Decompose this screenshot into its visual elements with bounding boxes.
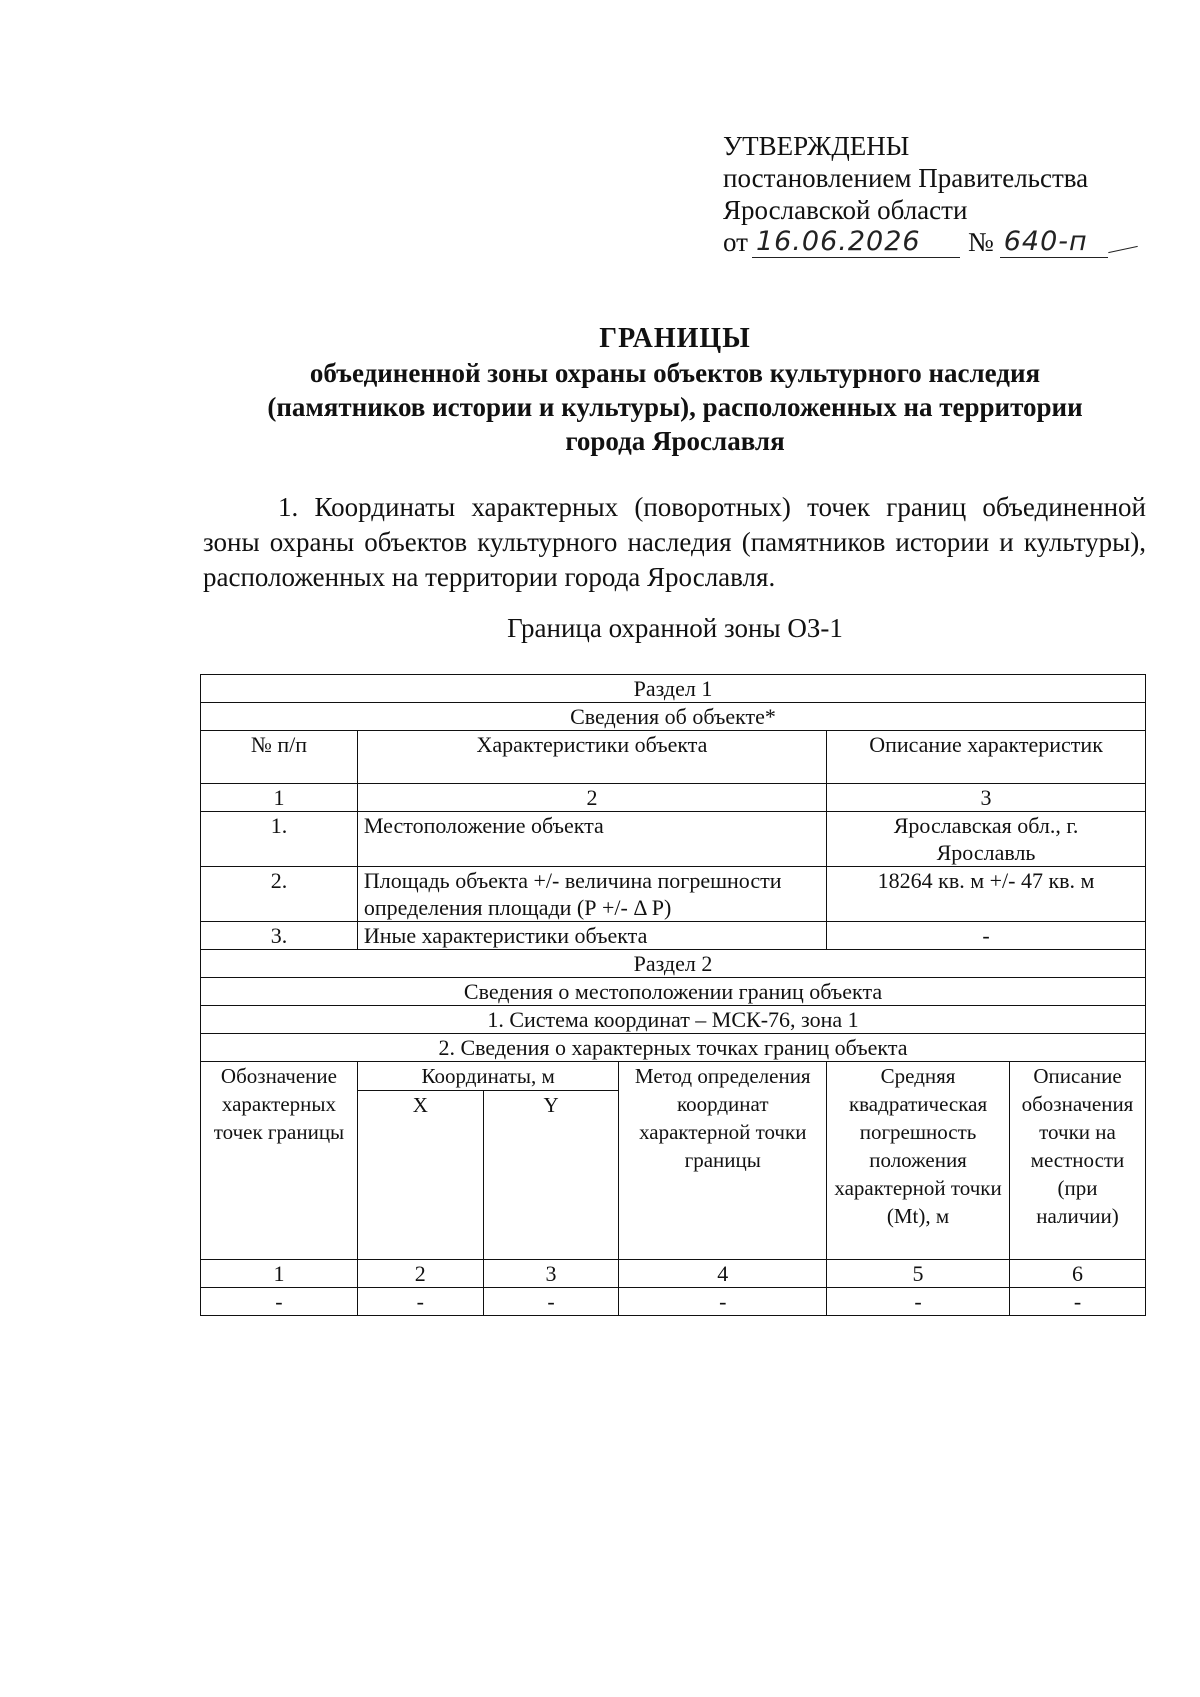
- header-x: X: [357, 1091, 483, 1260]
- header-coordinates: Координаты, м: [357, 1062, 619, 1091]
- header-method: Метод определения координат характерной точки границы: [619, 1062, 827, 1260]
- row-description: 18264 кв. м +/- 47 кв. м: [827, 867, 1146, 922]
- index-cell: 4: [619, 1260, 827, 1288]
- table-row: [201, 867, 1146, 922]
- approval-heading: УТВЕРЖДЕНЫ: [723, 131, 910, 161]
- table-row: [201, 812, 1146, 867]
- number-label: №: [967, 227, 994, 257]
- empty-cell: -: [357, 1288, 483, 1316]
- header-y: Y: [483, 1091, 619, 1260]
- pen-stroke: [1108, 246, 1138, 253]
- row-number: 3.: [201, 922, 358, 950]
- table-row: [201, 922, 1146, 950]
- empty-cell: -: [827, 1288, 1010, 1316]
- boundary-table: [200, 674, 1146, 1316]
- approval-line-2: Ярославской области: [723, 195, 968, 225]
- approval-line-1: постановлением Правительства: [723, 163, 1089, 193]
- row-number: 1.: [201, 812, 358, 867]
- approval-block: [723, 130, 1138, 258]
- row-characteristic: Площадь объекта +/- величина погрешности определения площади (Р +/- Δ Р): [357, 867, 826, 922]
- section-2-title: Сведения о местоположении границ объекта: [201, 978, 1146, 1006]
- coordinate-system: 1. Система координат – МСК-76, зона 1: [201, 1006, 1146, 1034]
- section-1-title: Сведения об объекте*: [201, 703, 1146, 731]
- table-row: [201, 1288, 1146, 1316]
- col-characteristics-header: Характеристики объекта: [357, 731, 826, 784]
- points-title: 2. Сведения о характерных точках границ объекта: [201, 1034, 1146, 1062]
- index-cell: 6: [1009, 1260, 1145, 1288]
- index-cell: 1: [201, 1260, 358, 1288]
- index-cell: 3: [827, 784, 1146, 812]
- header-error: Средняя квадратическая погрешность положения характерной точки (Mt), м: [827, 1062, 1010, 1260]
- row-characteristic: Местоположение объекта: [357, 812, 826, 867]
- row-number: 2.: [201, 867, 358, 922]
- empty-cell: -: [201, 1288, 358, 1316]
- empty-cell: -: [619, 1288, 827, 1316]
- header-point-description: Описание обозначения точки на местности (при наличии): [1009, 1062, 1145, 1260]
- section-1-header: Раздел 1: [201, 675, 1146, 703]
- row-description: Ярославская обл., г. Ярославль: [827, 812, 1146, 867]
- handwritten-date: 16.06.2026: [752, 227, 960, 258]
- title-line-3: города Ярославля: [565, 426, 785, 456]
- index-cell: 2: [357, 1260, 483, 1288]
- title-main: ГРАНИЦЫ: [599, 323, 751, 354]
- index-cell: 3: [483, 1260, 619, 1288]
- row-characteristic: Иные характеристики объекта: [357, 922, 826, 950]
- section-2-header: Раздел 2: [201, 950, 1146, 978]
- row-description: -: [827, 922, 1146, 950]
- empty-cell: -: [483, 1288, 619, 1316]
- index-cell: 2: [357, 784, 826, 812]
- approval-date-row: [723, 226, 1138, 258]
- handwritten-number: 640-п: [1000, 227, 1108, 258]
- index-cell: 1: [201, 784, 358, 812]
- intro-paragraph: 1. Координаты характерных (поворотных) точек границ объединенной зоны охраны объектов культурного наследия (памятников истории и культуры), расположенных на территории города Ярославля.: [203, 492, 1146, 592]
- document-title: [200, 322, 1150, 458]
- empty-cell: -: [1009, 1288, 1145, 1316]
- header-point-designation: Обозначение характерных точек границы: [201, 1062, 358, 1260]
- title-line-2: (памятников истории и культуры), расположенных на территории: [267, 392, 1083, 422]
- title-line-1: объединенной зоны охраны объектов культурного наследия: [309, 358, 1041, 388]
- index-cell: 5: [827, 1260, 1010, 1288]
- from-label: от: [723, 227, 748, 257]
- zone-caption: Граница охранной зоны ОЗ-1: [507, 613, 843, 643]
- col-description-header: Описание характеристик: [827, 731, 1146, 784]
- col-number-header: № п/п: [201, 731, 358, 784]
